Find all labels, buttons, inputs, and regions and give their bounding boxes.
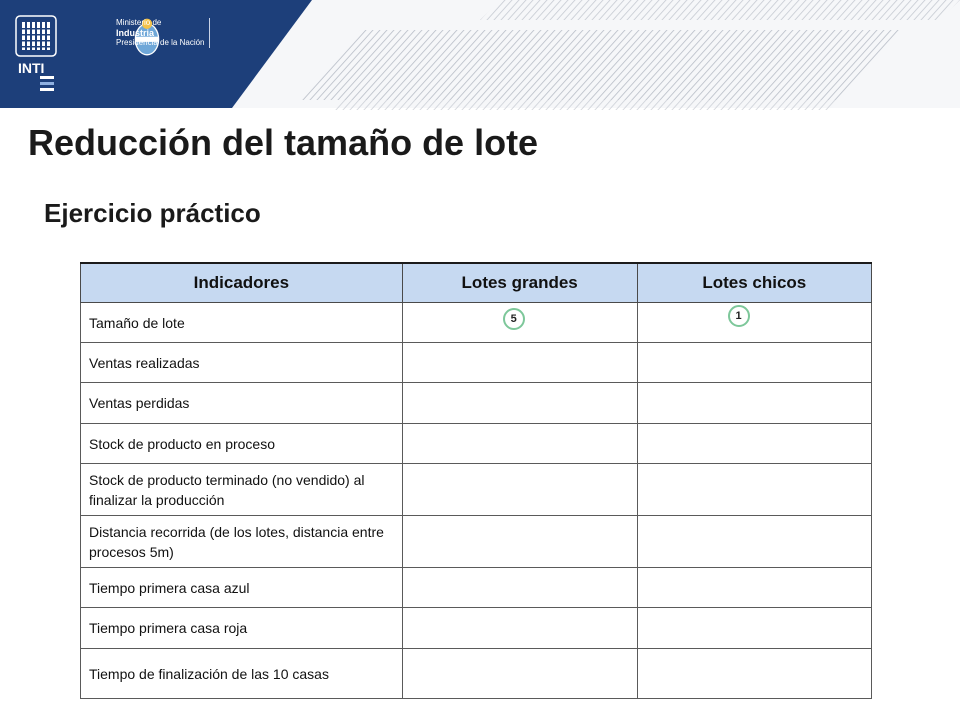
inti-logo — [14, 14, 64, 100]
table-row — [81, 464, 872, 516]
cell-lotes-grandes[interactable] — [402, 464, 637, 516]
ministry-line-3: Presidencia de la Nación — [116, 38, 205, 47]
cell-lotes-grandes[interactable] — [402, 649, 637, 699]
inti-logo-text: INTI — [18, 60, 45, 76]
table-header-row — [81, 263, 872, 303]
cell-lotes-grandes[interactable] — [402, 568, 637, 608]
cell-lotes-grandes[interactable] — [402, 516, 637, 568]
cell-lotes-grandes[interactable] — [402, 383, 637, 424]
row-label: Stock de producto terminado (no vendido) al finalizar la producción — [81, 464, 403, 516]
value-circle: 5 — [503, 308, 525, 330]
cell-lotes-chicos[interactable] — [637, 516, 871, 568]
ministry-line-1: Ministerio de — [116, 18, 162, 27]
table-row — [81, 568, 872, 608]
table-row — [81, 649, 872, 699]
indicators-table — [80, 262, 872, 699]
page-subtitle: Ejercicio práctico — [44, 198, 261, 228]
table-row — [81, 516, 872, 568]
cell-lotes-chicos[interactable] — [637, 303, 871, 343]
row-label: Ventas perdidas — [81, 383, 403, 424]
table-row — [81, 424, 872, 464]
cell-lotes-grandes[interactable] — [402, 343, 637, 383]
row-label: Stock de producto en proceso — [81, 424, 403, 464]
table-row — [81, 343, 872, 383]
ministry-label — [116, 18, 210, 48]
row-label: Tamaño de lote — [81, 303, 403, 343]
row-label: Tiempo de finalización de las 10 casas — [81, 649, 403, 699]
table-row — [81, 383, 872, 424]
cell-lotes-chicos[interactable] — [637, 649, 871, 699]
cell-lotes-chicos[interactable] — [637, 343, 871, 383]
row-label: Tiempo primera casa roja — [81, 608, 403, 649]
cell-lotes-grandes[interactable] — [402, 424, 637, 464]
cell-lotes-grandes[interactable] — [402, 303, 637, 343]
cell-lotes-chicos[interactable] — [637, 383, 871, 424]
page-title: Reducción del tamaño de lote — [28, 122, 539, 163]
row-label: Distancia recorrida (de los lotes, distancia entre procesos 5m) — [81, 516, 403, 568]
value-circle: 1 — [728, 305, 750, 327]
cell-lotes-chicos[interactable] — [637, 608, 871, 649]
row-label: Tiempo primera casa azul — [81, 568, 403, 608]
row-label: Ventas realizadas — [81, 343, 403, 383]
cell-lotes-grandes[interactable] — [402, 608, 637, 649]
cell-lotes-chicos[interactable] — [637, 464, 871, 516]
table-row — [81, 608, 872, 649]
ministry-line-2: Industria — [116, 28, 155, 38]
cell-lotes-chicos[interactable] — [637, 568, 871, 608]
table-row — [81, 303, 872, 343]
header-lotes-grandes: Lotes grandes — [402, 263, 637, 303]
cell-lotes-chicos[interactable] — [637, 424, 871, 464]
header-lotes-chicos: Lotes chicos — [637, 263, 871, 303]
header-indicadores: Indicadores — [81, 263, 403, 303]
